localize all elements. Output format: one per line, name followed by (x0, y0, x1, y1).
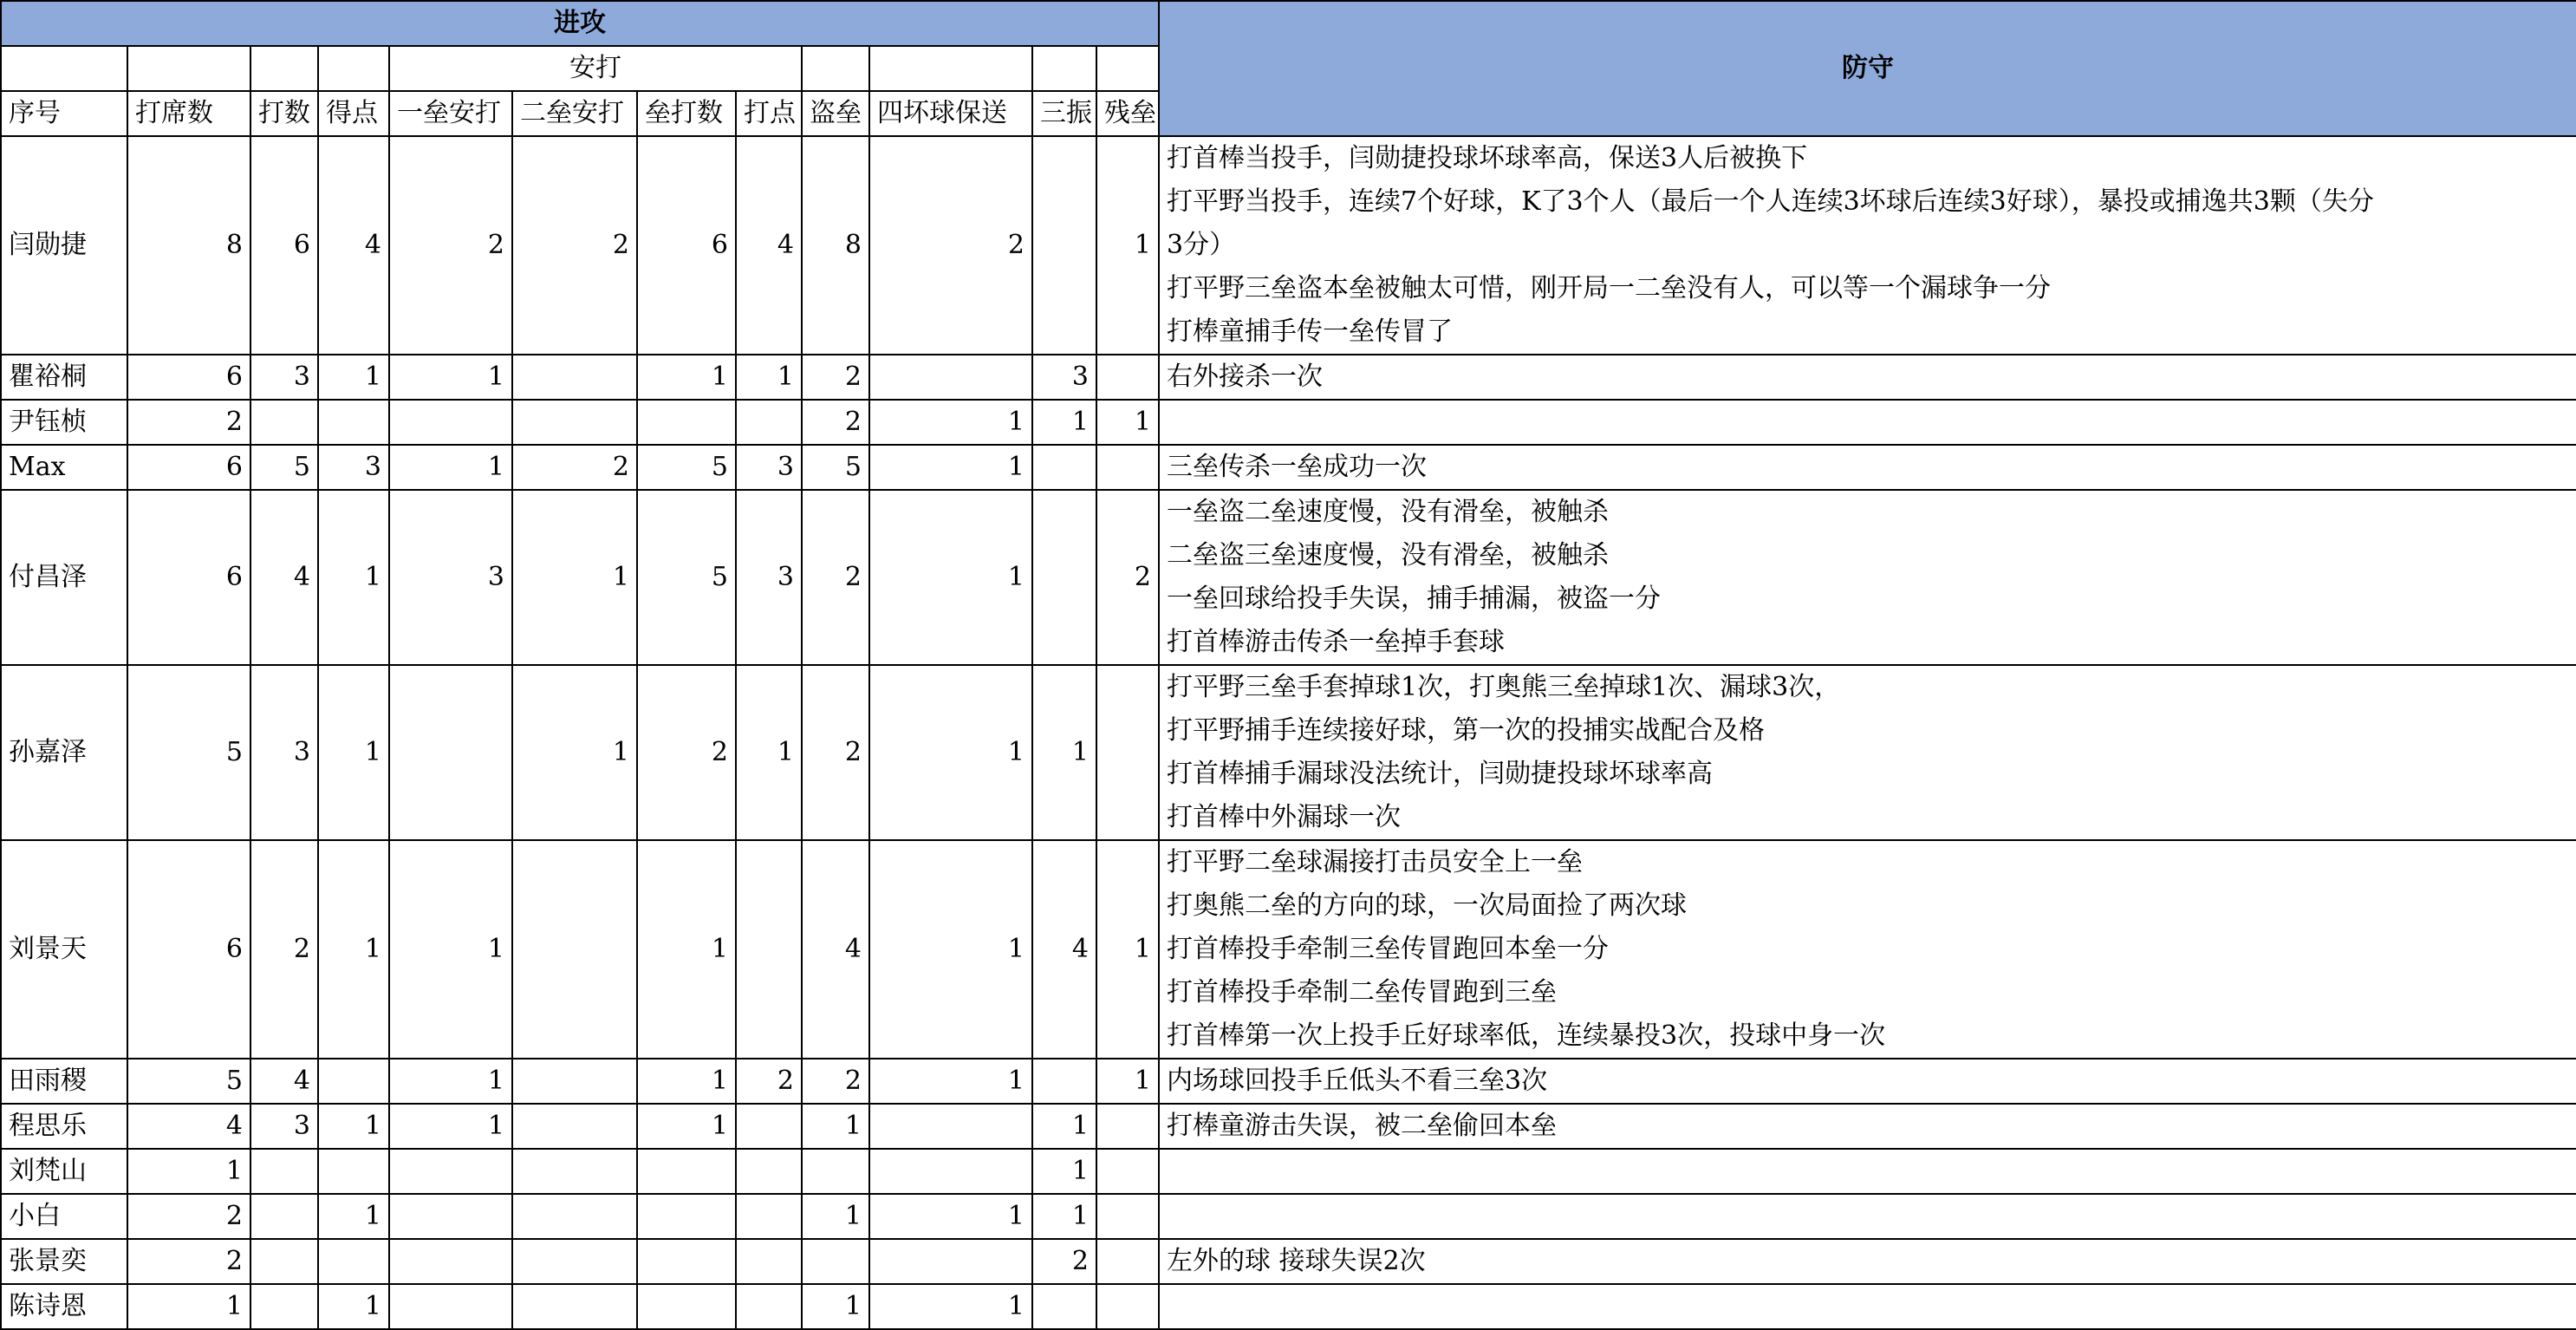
plate-appearances-cell[interactable]: 4 (127, 1104, 250, 1149)
walks-cell[interactable]: 1 (869, 400, 1032, 445)
player-row (1, 445, 2576, 490)
column-header[interactable]: 打点 (736, 91, 802, 136)
strikeouts-cell[interactable] (1032, 136, 1096, 355)
player-row (1, 840, 2576, 1059)
defense-notes-cell[interactable] (1159, 400, 2576, 445)
player-name-cell[interactable]: Max (1, 445, 127, 490)
left-on-base-cell[interactable] (1096, 1239, 1159, 1284)
defense-note: 打奥熊二垒的方向的球，一次局面捡了两次球 (1167, 890, 1687, 921)
total-bases-cell[interactable]: 1 (637, 1059, 736, 1104)
walks-cell[interactable]: 1 (869, 1284, 1032, 1329)
stolen-bases-cell[interactable]: 1 (802, 1284, 869, 1329)
plate-appearances-cell[interactable]: 6 (127, 490, 250, 665)
player-row (1, 1194, 2576, 1239)
defense-notes-cell[interactable] (1159, 1149, 2576, 1194)
rbi-cell[interactable] (736, 400, 802, 445)
left-on-base-cell[interactable]: 1 (1096, 136, 1159, 355)
total-bases-cell[interactable]: 1 (637, 840, 736, 1059)
player-name-cell[interactable]: 陈诗恩 (1, 1284, 127, 1329)
header-cell[interactable] (1096, 46, 1159, 91)
player-name-cell[interactable]: 程思乐 (1, 1104, 127, 1149)
plate-appearances-cell[interactable]: 2 (127, 1239, 250, 1284)
rbi-cell[interactable]: 1 (736, 665, 802, 840)
stolen-bases-cell[interactable]: 8 (802, 136, 869, 355)
doubles-cell[interactable]: 2 (512, 136, 637, 355)
left-on-base-cell[interactable]: 1 (1096, 1059, 1159, 1104)
doubles-cell[interactable] (512, 1194, 637, 1239)
column-header[interactable]: 一垒安打 (389, 91, 512, 136)
stolen-bases-cell[interactable]: 2 (802, 1059, 869, 1104)
header-cell[interactable] (318, 46, 389, 91)
left-on-base-cell[interactable] (1096, 1194, 1159, 1239)
player-name-cell[interactable]: 孙嘉泽 (1, 665, 127, 840)
header-row-1 (1, 1, 2576, 46)
player-row (1, 1104, 2576, 1149)
total-bases-cell[interactable]: 5 (637, 445, 736, 490)
strikeouts-cell[interactable]: 4 (1032, 840, 1096, 1059)
strikeouts-cell[interactable] (1032, 1284, 1096, 1329)
total-bases-cell[interactable] (637, 1149, 736, 1194)
plate-appearances-cell[interactable]: 5 (127, 1059, 250, 1104)
defense-note: 3分） (1167, 230, 1236, 260)
doubles-cell[interactable] (512, 1059, 637, 1104)
defense-note: 打首棒游击传杀一垒掉手套球 (1167, 627, 1505, 657)
doubles-cell[interactable] (512, 1104, 637, 1149)
strikeouts-cell[interactable]: 1 (1032, 1104, 1096, 1149)
column-header[interactable]: 垒打数 (637, 91, 736, 136)
stolen-bases-cell[interactable]: 2 (802, 665, 869, 840)
player-row (1, 1059, 2576, 1104)
header-cell[interactable] (869, 46, 1032, 91)
player-name-cell[interactable]: 小白 (1, 1194, 127, 1239)
plate-appearances-cell[interactable]: 1 (127, 1284, 250, 1329)
strikeouts-cell[interactable]: 2 (1032, 1239, 1096, 1284)
hits-group-header[interactable]: 安打 (389, 46, 802, 91)
stolen-bases-cell[interactable]: 2 (802, 400, 869, 445)
runs-cell[interactable] (318, 1239, 389, 1284)
defense-notes-cell[interactable] (1159, 1239, 2576, 1284)
walks-cell[interactable]: 1 (869, 490, 1032, 665)
player-row (1, 1239, 2576, 1284)
player-row (1, 136, 2576, 355)
defense-notes-cell[interactable] (1159, 1194, 2576, 1239)
runs-cell[interactable]: 1 (318, 1284, 389, 1329)
player-name-cell[interactable]: 田雨稷 (1, 1059, 127, 1104)
defense-notes-cell[interactable] (1159, 1059, 2576, 1104)
singles-cell[interactable]: 1 (389, 840, 512, 1059)
plate-appearances-cell[interactable]: 2 (127, 400, 250, 445)
at-bats-cell[interactable]: 4 (250, 1059, 318, 1104)
runs-cell[interactable]: 1 (318, 355, 389, 400)
defense-note: 打平野捕手连续接好球，第一次的投捕实战配合及格 (1167, 715, 1765, 746)
at-bats-cell[interactable] (250, 400, 318, 445)
total-bases-cell[interactable]: 2 (637, 665, 736, 840)
player-rows (1, 136, 2576, 1329)
rbi-cell[interactable] (736, 1104, 802, 1149)
runs-cell[interactable] (318, 400, 389, 445)
column-header[interactable]: 打席数 (127, 91, 250, 136)
player-row (1, 1284, 2576, 1329)
rbi-cell[interactable]: 3 (736, 490, 802, 665)
runs-cell[interactable]: 4 (318, 136, 389, 355)
column-header[interactable]: 序号 (1, 91, 127, 136)
at-bats-cell[interactable] (250, 1284, 318, 1329)
walks-cell[interactable]: 1 (869, 1059, 1032, 1104)
left-on-base-cell[interactable]: 2 (1096, 490, 1159, 665)
header-cell[interactable] (250, 46, 318, 91)
strikeouts-cell[interactable]: 1 (1032, 1194, 1096, 1239)
defense-note: 打首棒投手牵制三垒传冒跑回本垒一分 (1167, 934, 1609, 964)
runs-cell[interactable] (318, 1059, 389, 1104)
doubles-cell[interactable] (512, 1239, 637, 1284)
runs-cell[interactable] (318, 1149, 389, 1194)
total-bases-cell[interactable]: 5 (637, 490, 736, 665)
doubles-cell[interactable]: 2 (512, 445, 637, 490)
rbi-cell[interactable]: 3 (736, 445, 802, 490)
defense-note: 打首棒投手牵制二垒传冒跑到三垒 (1167, 977, 1557, 1007)
player-row (1, 400, 2576, 445)
strikeouts-cell[interactable]: 3 (1032, 355, 1096, 400)
player-name-cell[interactable]: 刘梵山 (1, 1149, 127, 1194)
column-header[interactable]: 得点 (318, 91, 389, 136)
column-header[interactable]: 四坏球保送 (869, 91, 1032, 136)
plate-appearances-cell[interactable]: 2 (127, 1194, 250, 1239)
left-on-base-cell[interactable] (1096, 1104, 1159, 1149)
singles-cell[interactable] (389, 1149, 512, 1194)
defense-note: 打棒童游击失误，被二垒偷回本垒 (1167, 1111, 1557, 1141)
defense-note: 左外的球 接球失误2次 (1167, 1246, 1426, 1276)
doubles-cell[interactable] (512, 1284, 637, 1329)
defense-note: 三垒传杀一垒成功一次 (1167, 452, 1427, 482)
player-name-cell[interactable]: 张景奕 (1, 1239, 127, 1284)
column-header[interactable]: 打数 (250, 91, 318, 136)
stolen-bases-cell[interactable] (802, 1239, 869, 1284)
rbi-cell[interactable] (736, 840, 802, 1059)
singles-cell[interactable] (389, 400, 512, 445)
strikeouts-cell[interactable] (1032, 445, 1096, 490)
defense-notes-cell[interactable] (1159, 1104, 2576, 1149)
plate-appearances-cell[interactable]: 6 (127, 840, 250, 1059)
defense-note: 打棒童捕手传一垒传冒了 (1167, 316, 1453, 347)
at-bats-cell[interactable] (250, 1149, 318, 1194)
rbi-cell[interactable] (736, 1239, 802, 1284)
plate-appearances-cell[interactable]: 5 (127, 665, 250, 840)
at-bats-cell[interactable]: 3 (250, 1104, 318, 1149)
stolen-bases-cell[interactable]: 4 (802, 840, 869, 1059)
singles-cell[interactable]: 1 (389, 1104, 512, 1149)
left-on-base-cell[interactable]: 1 (1096, 400, 1159, 445)
singles-cell[interactable]: 1 (389, 445, 512, 490)
defense-notes-cell[interactable] (1159, 136, 2576, 355)
walks-cell[interactable] (869, 1149, 1032, 1194)
defense-notes-cell[interactable] (1159, 490, 2576, 665)
rbi-cell[interactable] (736, 1194, 802, 1239)
defense-note: 打平野当投手，连续7个好球，K了3个人（最后一个人连续3坏球后连续3好球），暴投或捕逸共3颗（失分 (1167, 186, 2374, 217)
header-cell[interactable] (1, 46, 127, 91)
plate-appearances-cell[interactable]: 8 (127, 136, 250, 355)
left-on-base-cell[interactable] (1096, 445, 1159, 490)
doubles-cell[interactable]: 1 (512, 490, 637, 665)
stolen-bases-cell[interactable]: 1 (802, 1194, 869, 1239)
stolen-bases-cell[interactable]: 2 (802, 355, 869, 400)
left-on-base-cell[interactable] (1096, 1284, 1159, 1329)
walks-cell[interactable] (869, 1239, 1032, 1284)
player-name-cell[interactable]: 闫勋捷 (1, 136, 127, 355)
defense-note: 打首棒捕手漏球没法统计，闫勋捷投球坏球率高 (1167, 759, 1713, 789)
defense-notes-cell[interactable] (1159, 445, 2576, 490)
defense-note: 打首棒第一次上投手丘好球率低，连续暴投3次，投球中身一次 (1167, 1020, 1886, 1051)
player-name-cell[interactable]: 付昌泽 (1, 490, 127, 665)
defense-note: 打平野三垒盗本垒被触太可惜，刚开局一二垒没有人，可以等一个漏球争一分 (1167, 273, 2051, 303)
strikeouts-cell[interactable] (1032, 1059, 1096, 1104)
rbi-cell[interactable] (736, 1149, 802, 1194)
player-name-cell[interactable]: 刘景天 (1, 840, 127, 1059)
header-cell[interactable] (127, 46, 250, 91)
total-bases-cell[interactable] (637, 1239, 736, 1284)
rbi-cell[interactable] (736, 1284, 802, 1329)
defense-notes-cell[interactable] (1159, 1284, 2576, 1329)
defense-note: 右外接杀一次 (1167, 362, 1323, 392)
strikeouts-cell[interactable] (1032, 490, 1096, 665)
at-bats-cell[interactable] (250, 1194, 318, 1239)
defense-note: 一垒回球给投手失误，捕手捕漏，被盗一分 (1167, 584, 1661, 614)
singles-cell[interactable] (389, 665, 512, 840)
walks-cell[interactable] (869, 1104, 1032, 1149)
walks-cell[interactable]: 2 (869, 136, 1032, 355)
column-header[interactable]: 盗垒 (802, 91, 869, 136)
at-bats-cell[interactable]: 6 (250, 136, 318, 355)
runs-cell[interactable]: 1 (318, 490, 389, 665)
defense-note: 打平野三垒手套掉球1次，打奥熊三垒掉球1次、漏球3次， (1167, 672, 1841, 702)
defense-note: 内场球回投手丘低头不看三垒3次 (1167, 1066, 1548, 1096)
total-bases-cell[interactable]: 1 (637, 1104, 736, 1149)
left-on-base-cell[interactable] (1096, 665, 1159, 840)
singles-cell[interactable]: 1 (389, 1059, 512, 1104)
singles-cell[interactable] (389, 1194, 512, 1239)
doubles-cell[interactable] (512, 355, 637, 400)
strikeouts-cell[interactable]: 1 (1032, 1149, 1096, 1194)
defense-note: 打首棒当投手，闫勋捷投球坏球率高，保送3人后被换下 (1167, 143, 1808, 173)
column-header[interactable]: 残垒 (1096, 91, 1159, 136)
left-on-base-cell[interactable]: 1 (1096, 840, 1159, 1059)
rbi-cell[interactable]: 1 (736, 355, 802, 400)
defense-notes-cell[interactable] (1159, 665, 2576, 840)
doubles-cell[interactable] (512, 400, 637, 445)
stolen-bases-cell[interactable]: 5 (802, 445, 869, 490)
defense-notes-cell[interactable] (1159, 840, 2576, 1059)
defense-header[interactable]: 防守 (1159, 1, 2576, 136)
total-bases-cell[interactable]: 6 (637, 136, 736, 355)
at-bats-cell[interactable]: 2 (250, 840, 318, 1059)
singles-cell[interactable] (389, 1239, 512, 1284)
player-row (1, 355, 2576, 400)
rbi-cell[interactable]: 4 (736, 136, 802, 355)
runs-cell[interactable]: 3 (318, 445, 389, 490)
at-bats-cell[interactable]: 4 (250, 490, 318, 665)
strikeouts-cell[interactable]: 1 (1032, 400, 1096, 445)
doubles-cell[interactable] (512, 1149, 637, 1194)
player-name-cell[interactable]: 瞿裕桐 (1, 355, 127, 400)
plate-appearances-cell[interactable]: 6 (127, 445, 250, 490)
runs-cell[interactable]: 1 (318, 840, 389, 1059)
stolen-bases-cell[interactable]: 2 (802, 490, 869, 665)
stolen-bases-cell[interactable]: 1 (802, 1104, 869, 1149)
at-bats-cell[interactable]: 5 (250, 445, 318, 490)
doubles-cell[interactable]: 1 (512, 665, 637, 840)
at-bats-cell[interactable] (250, 1239, 318, 1284)
singles-cell[interactable]: 3 (389, 490, 512, 665)
doubles-cell[interactable] (512, 840, 637, 1059)
at-bats-cell[interactable]: 3 (250, 355, 318, 400)
total-bases-cell[interactable] (637, 400, 736, 445)
defense-note: 打平野二垒球漏接打击员安全上一垒 (1167, 847, 1583, 877)
left-on-base-cell[interactable] (1096, 1149, 1159, 1194)
rbi-cell[interactable]: 2 (736, 1059, 802, 1104)
total-bases-cell[interactable] (637, 1194, 736, 1239)
defense-note: 一垒盗二垒速度慢，没有滑垒，被触杀 (1167, 497, 1609, 527)
header-cell[interactable] (802, 46, 869, 91)
defense-note: 打首棒中外漏球一次 (1167, 802, 1401, 832)
walks-cell[interactable]: 1 (869, 665, 1032, 840)
singles-cell[interactable]: 2 (389, 136, 512, 355)
walks-cell[interactable] (869, 355, 1032, 400)
column-header[interactable]: 二垒安打 (512, 91, 637, 136)
at-bats-cell[interactable]: 3 (250, 665, 318, 840)
walks-cell[interactable]: 1 (869, 445, 1032, 490)
player-row (1, 1149, 2576, 1194)
runs-cell[interactable]: 1 (318, 1194, 389, 1239)
player-row (1, 665, 2576, 840)
header-cell[interactable] (1032, 46, 1096, 91)
total-bases-cell[interactable]: 1 (637, 355, 736, 400)
stolen-bases-cell[interactable] (802, 1149, 869, 1194)
player-name-cell[interactable]: 尹钰桢 (1, 400, 127, 445)
singles-cell[interactable] (389, 1284, 512, 1329)
plate-appearances-cell[interactable]: 1 (127, 1149, 250, 1194)
walks-cell[interactable]: 1 (869, 840, 1032, 1059)
defense-note: 二垒盗三垒速度慢，没有滑垒，被触杀 (1167, 540, 1609, 570)
singles-cell[interactable]: 1 (389, 355, 512, 400)
runs-cell[interactable]: 1 (318, 1104, 389, 1149)
total-bases-cell[interactable] (637, 1284, 736, 1329)
walks-cell[interactable]: 1 (869, 1194, 1032, 1239)
strikeouts-cell[interactable]: 1 (1032, 665, 1096, 840)
defense-notes-cell[interactable] (1159, 355, 2576, 400)
plate-appearances-cell[interactable]: 6 (127, 355, 250, 400)
column-header[interactable]: 三振 (1032, 91, 1096, 136)
left-on-base-cell[interactable] (1096, 355, 1159, 400)
attack-header[interactable]: 进攻 (1, 1, 1159, 46)
player-row (1, 490, 2576, 665)
runs-cell[interactable]: 1 (318, 665, 389, 840)
